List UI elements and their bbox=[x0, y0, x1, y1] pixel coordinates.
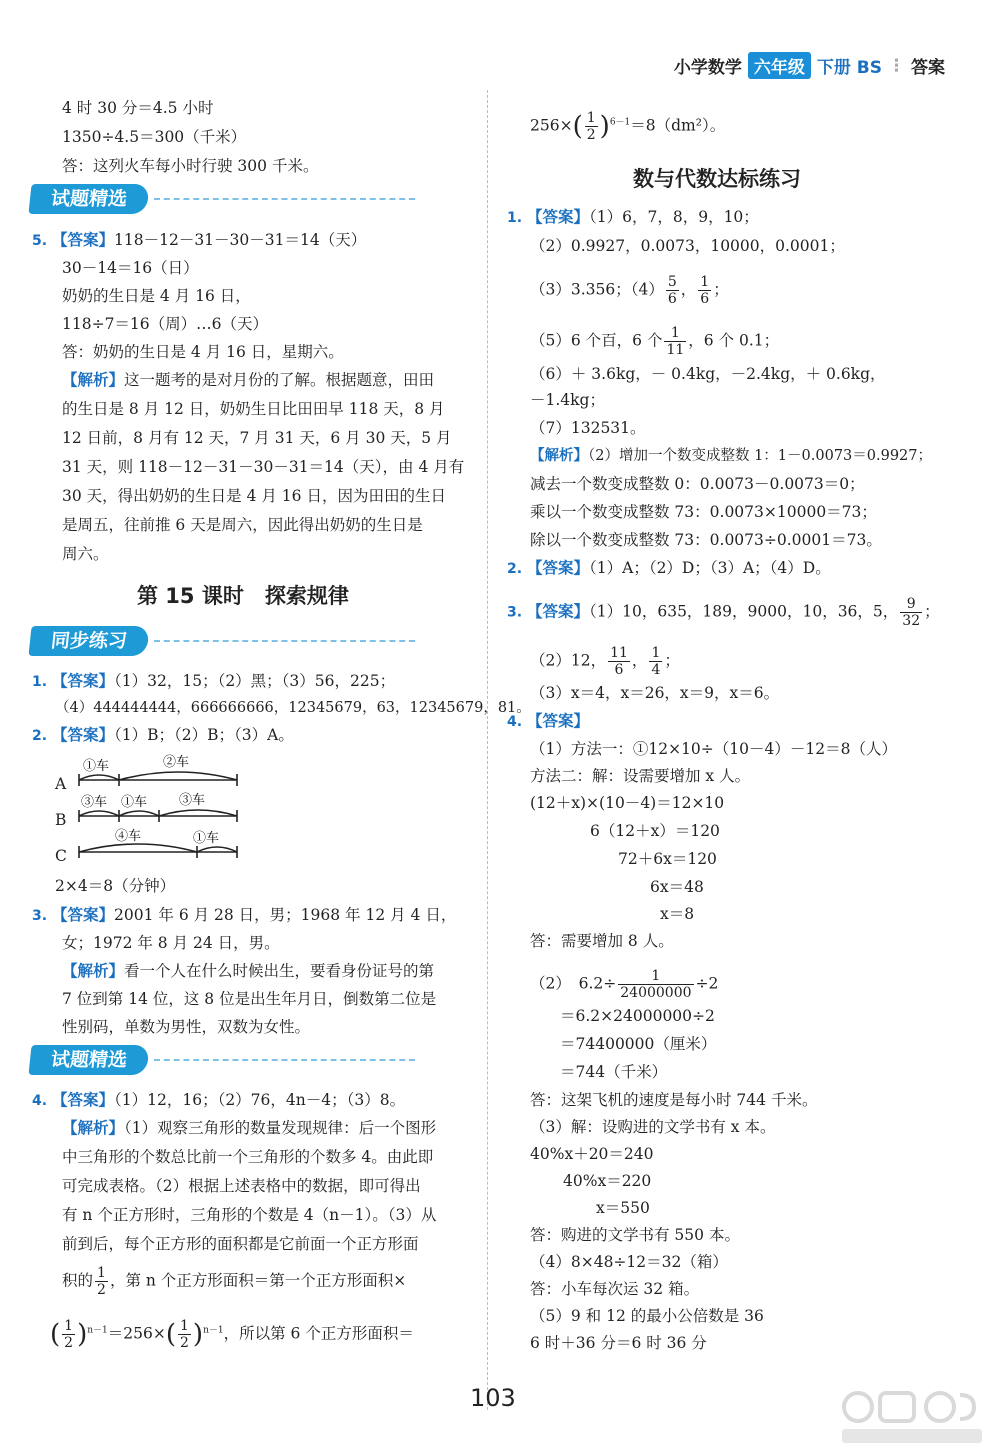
page-header: 小学数学 六年级 下册 BS ⋮ 答案 bbox=[674, 52, 945, 79]
text-line: ，第 n 个正方形面积＝第一个正方形面积× bbox=[109, 1271, 407, 1290]
grade-badge: 六年级 bbox=[748, 52, 811, 79]
question-number: 2. bbox=[507, 561, 523, 577]
question-number: 1. bbox=[32, 674, 48, 690]
text-line: （1）12，16；（2）76，4n－4；（3）8。 bbox=[114, 1091, 406, 1109]
text-line: 1350÷4.5＝300（千米） bbox=[62, 128, 247, 146]
text-line: 可完成表格。（2）根据上述表格中的数据，即可得出 bbox=[62, 1177, 421, 1195]
answer-tag: 【答案】 bbox=[52, 905, 115, 924]
text-line: 30－14＝16（日） bbox=[62, 259, 199, 277]
subject-label: 小学数学 bbox=[673, 58, 742, 78]
page-number: 103 bbox=[470, 1384, 516, 1412]
text-line: 2001 年 6 月 28 日，男；1968 年 12 月 4 日， bbox=[114, 906, 457, 924]
fraction: $\frac{1}{11}$ bbox=[666, 325, 685, 358]
text-line: x＝550 bbox=[596, 1199, 650, 1217]
text-line: 方法二：解：设需要增加 x 人。 bbox=[530, 767, 751, 785]
car-label: ①车 bbox=[121, 795, 148, 810]
text-line: (12＋x)×(10－4)＝12×10 bbox=[530, 794, 725, 812]
row-label-b: B bbox=[55, 811, 67, 829]
banner-label: 试题精选 bbox=[28, 184, 149, 214]
section-label: 答案 bbox=[911, 58, 945, 78]
text-line: 7 位到第 14 位，这 8 位是出生年月日，倒数第二位是 bbox=[62, 990, 437, 1008]
fraction: $\frac{1}{2}$ bbox=[586, 110, 596, 143]
text-line: （7）132531。 bbox=[530, 419, 646, 437]
analysis-tag: 【解析】 bbox=[62, 370, 125, 389]
car-label: ④车 bbox=[115, 829, 142, 844]
text-line: 6（12＋x）＝120 bbox=[590, 822, 720, 840]
column-divider bbox=[487, 90, 488, 1410]
question-number: 4. bbox=[507, 714, 523, 730]
question-number: 5. bbox=[32, 233, 48, 249]
text-line: ＝256× bbox=[107, 1324, 166, 1343]
text-line: （6）＋ 3.6kg，－ 0.4kg，－2.4kg，＋ 0.6kg， bbox=[530, 365, 886, 383]
analysis-tag: 【解析】 bbox=[530, 447, 588, 464]
text-line: （5）9 和 12 的最小公倍数是 36 bbox=[530, 1307, 764, 1325]
volume-label: 下册 BS bbox=[816, 58, 882, 78]
text-line: ＝6.2×24000000÷2 bbox=[560, 1007, 715, 1025]
text-line: －1.4kg； bbox=[530, 391, 605, 409]
text-line: 有 n 个正方形时，三角形的个数是 4（n－1）。（3）从 bbox=[62, 1206, 437, 1224]
text-line: 答：奶奶的生日是 4 月 16 日，星期六。 bbox=[62, 343, 344, 361]
text-line: 周六。 bbox=[62, 545, 109, 563]
text-line: （1）方法一：①12×10÷（10－4）－12＝8（人） bbox=[530, 740, 897, 758]
text-line: （1）B；（2）B；（3）A。 bbox=[114, 726, 294, 744]
text-line: （3）x＝4，x＝26，x＝9，x＝6。 bbox=[530, 684, 780, 702]
text-line: ＝744（千米） bbox=[560, 1063, 668, 1081]
text-line: 答：这架飞机的速度是每小时 744 千米。 bbox=[530, 1091, 818, 1109]
row-label-a: A bbox=[55, 775, 67, 793]
text-line: 40%x＝220 bbox=[563, 1172, 652, 1190]
answer-tag: 【答案】 bbox=[52, 230, 115, 249]
watermark-logo bbox=[840, 1385, 990, 1449]
question-number: 3. bbox=[507, 604, 523, 621]
car-schedule-diagram bbox=[75, 752, 245, 862]
analysis-tag: 【解析】 bbox=[62, 961, 125, 980]
fraction: $\frac{9}{32}$ bbox=[902, 596, 921, 629]
text-line: （1）观察三角形的数量发现规律：后一个图形 bbox=[124, 1119, 437, 1137]
text-line: 6 时＋36 分＝6 时 36 分 bbox=[530, 1334, 707, 1352]
text-line: 答：需要增加 8 人。 bbox=[530, 932, 674, 950]
answer-tag: 【答案】 bbox=[52, 671, 115, 690]
fraction: $\frac{1}{2}$ bbox=[64, 1318, 74, 1351]
text-line: 中三角形的个数总比前一个三角形的个数多 4。由此即 bbox=[62, 1148, 434, 1166]
banner-label: 试题精选 bbox=[28, 1045, 149, 1075]
text-line: 2×4＝8（分钟） bbox=[55, 877, 176, 895]
row-label-c: C bbox=[55, 847, 67, 865]
text-line: 性别码，单数为男性，双数为女性。 bbox=[62, 1018, 311, 1036]
section-banner bbox=[30, 626, 415, 656]
question-number: 4. bbox=[32, 1093, 48, 1109]
fraction: $\frac{1}{2}$ bbox=[180, 1318, 189, 1351]
answer-tag: 【答案】 bbox=[52, 725, 115, 744]
question-number: 2. bbox=[32, 728, 48, 744]
answer-tag: 【答案】 bbox=[527, 601, 590, 621]
text-line: 答：购进的文学书有 550 本。 bbox=[530, 1226, 740, 1244]
text-line: 乘以一个数变成整数 73：0.0073×10000＝73； bbox=[530, 503, 877, 521]
text-line: 是周五，往前推 6 天是周六，因此得出奶奶的生日是 bbox=[62, 516, 423, 534]
text-line: 6x＝48 bbox=[650, 878, 704, 896]
text-line: ，所以第 6 个正方形面积＝ bbox=[223, 1324, 414, 1343]
text-line: 30 天，得出奶奶的生日是 4 月 16 日，因为田田的生日 bbox=[62, 487, 446, 505]
text-line: 118－12－31－30－31＝14（天） bbox=[114, 231, 367, 249]
fraction: $\frac{1}{24000000}$ bbox=[620, 968, 692, 1001]
car-label: ③车 bbox=[179, 793, 206, 808]
question-number: 3. bbox=[32, 908, 48, 924]
answer-tag: 【答案】 bbox=[52, 1090, 115, 1109]
text-line: 女；1972 年 8 月 24 日，男。 bbox=[62, 934, 280, 952]
car-label: ①车 bbox=[193, 831, 220, 846]
text-line: （3）解：设购进的文学书有 x 本。 bbox=[530, 1118, 776, 1136]
analysis-tag: 【解析】 bbox=[62, 1118, 125, 1137]
section-banner bbox=[30, 184, 415, 214]
text-line: 12 日前，8 月有 12 天，7 月 31 天，6 月 30 天，5 月 bbox=[62, 429, 452, 447]
text-line: 奶奶的生日是 4 月 16 日， bbox=[62, 287, 251, 305]
text-line: 除以一个数变成整数 73：0.0073÷0.0001＝73。 bbox=[530, 531, 882, 549]
text-line: 4 时 30 分＝4.5 小时 bbox=[62, 99, 214, 117]
text-line: 118÷7＝16（周）…6（天） bbox=[62, 315, 269, 333]
text-line: （2）0.9927，0.0073，10000，0.0001； bbox=[530, 237, 845, 255]
text-line: ＝74400000（厘米） bbox=[560, 1035, 717, 1053]
lesson-title: 第 15 课时 探索规律 bbox=[137, 584, 349, 608]
car-label: ①车 bbox=[83, 759, 110, 774]
fraction: $\frac{1}{2}$ bbox=[97, 1265, 106, 1298]
text-line: 72＋6x＝120 bbox=[618, 850, 717, 868]
fraction: $\frac{5}{6}$ bbox=[667, 274, 677, 307]
fraction: $\frac{11}{6}$ bbox=[610, 645, 628, 678]
question-number: 1. bbox=[507, 210, 523, 226]
answer-tag: 【答案】 bbox=[527, 558, 590, 577]
car-label: ②车 bbox=[163, 755, 190, 770]
text-line: 40%x＋20＝240 bbox=[530, 1145, 654, 1163]
text-line: 的生日是 8 月 12 日，奶奶生日比田田早 118 天，8 月 bbox=[62, 400, 445, 418]
text-line: 31 天，则 118－12－31－30－31＝14（天），由 4 月有 bbox=[62, 458, 465, 476]
answer-tag: 【答案】 bbox=[527, 711, 590, 730]
answer-tag: 【答案】 bbox=[527, 207, 590, 226]
section-banner bbox=[30, 1045, 415, 1075]
text-line: 减去一个数变成整数 0：0.0073－0.0073＝0； bbox=[530, 475, 865, 493]
fraction: $\frac{1}{4}$ bbox=[651, 645, 661, 678]
text-line: （4）444444444，666666666，12345679，63，12345679，81。 bbox=[55, 700, 531, 716]
banner-label: 同步练习 bbox=[28, 626, 149, 656]
text-line: 看一个人在什么时候出生，要看身份证号的第 bbox=[124, 962, 435, 980]
text-line: 答：这列火车每小时行驶 300 千米。 bbox=[62, 157, 319, 175]
text-line: 这一题考的是对月份的了解。根据题意，田田 bbox=[124, 371, 435, 389]
car-label: ③车 bbox=[81, 795, 108, 810]
text-line: 前到后，每个正方形的面积都是它前面一个正方形面 bbox=[62, 1235, 419, 1253]
text-line: （1）32，15；（2）黑；（3）56，225； bbox=[114, 672, 396, 690]
text-line: x＝8 bbox=[660, 905, 695, 923]
text-line: 答：小车每次运 32 箱。 bbox=[530, 1280, 700, 1298]
section-title: 数与代数达标练习 bbox=[633, 167, 801, 191]
text-line: （4）8×48÷12＝32（箱） bbox=[530, 1253, 728, 1271]
fraction: $\frac{1}{6}$ bbox=[700, 274, 710, 307]
text-line: 积的 bbox=[62, 1271, 94, 1290]
